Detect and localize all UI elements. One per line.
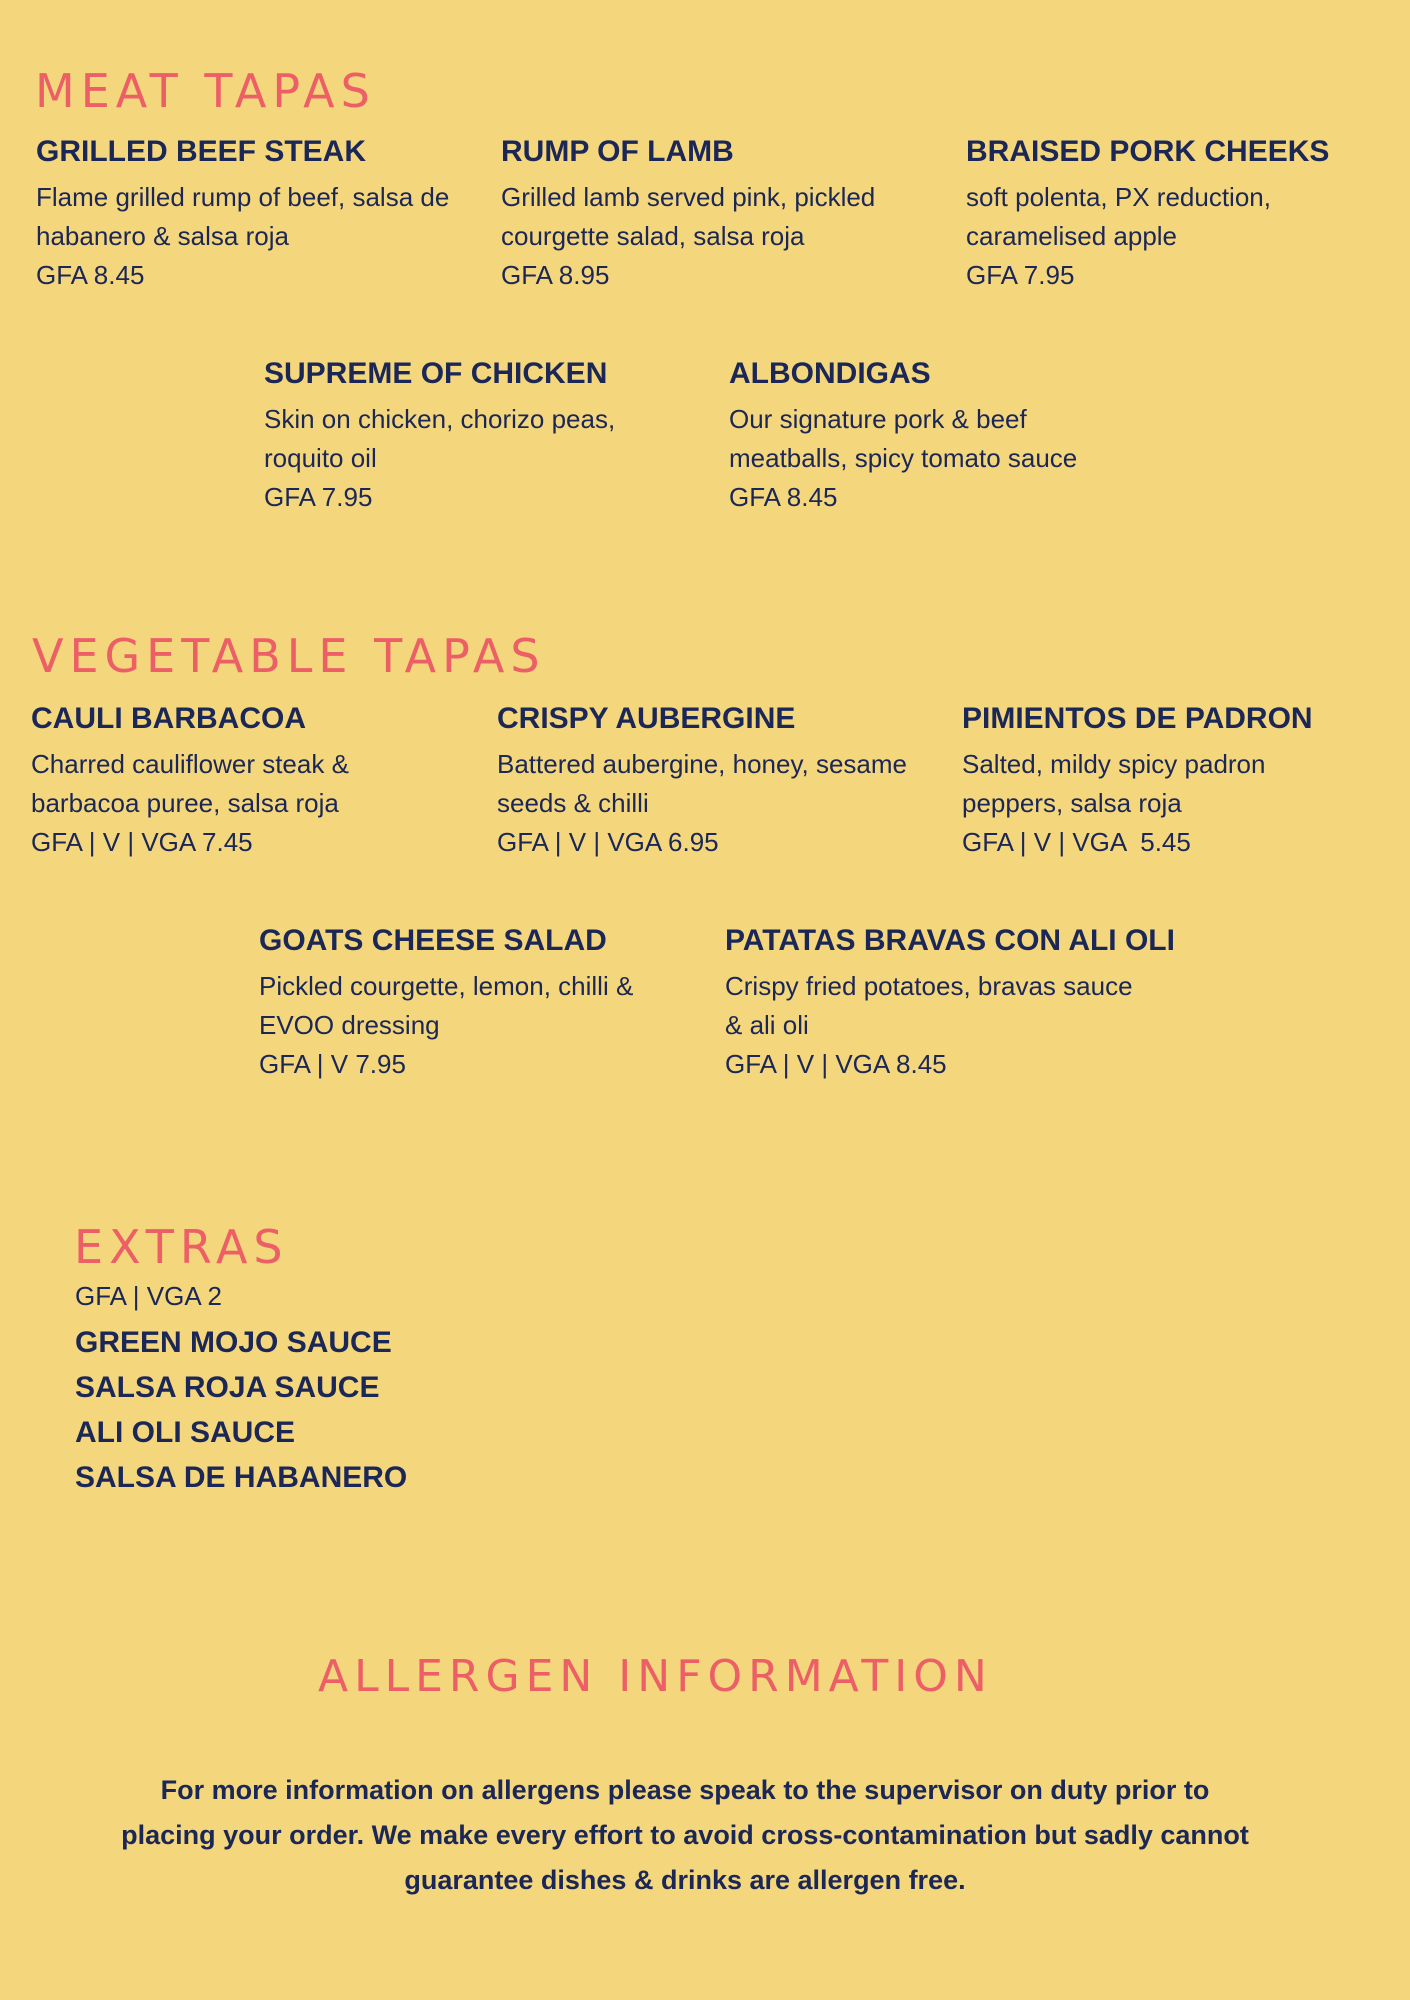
menu-item-goats-cheese-salad [259,923,659,1084]
item-description: Crispy fried potatoes, bravas sauce & ali oli [725,971,1133,1040]
item-description: Skin on chicken, chorizo peas, roquito oil [264,404,616,473]
item-name: RUMP OF LAMB [501,135,734,168]
item-price: GFA | V | VGA 5.45 [962,827,1191,857]
allergen-statement: For more information on allergens please speak to the supervisor on duty prior to placing your order. We make every effort to avoid cross-contamination but sadly cannot guarantee dishes & drinks are allergen free. [121,1775,1249,1895]
menu-item-rump-of-lamb [501,134,941,295]
item-name: CAULI BARBACOA [31,702,306,735]
item-description: Battered aubergine, honey, sesame seeds & chilli [497,749,908,818]
menu-item-pimientos-de-padron [962,701,1362,862]
extras-item-salsa-de-habanero: SALSA DE HABANERO [75,1461,408,1494]
item-price: GFA | V | VGA 7.45 [31,827,253,857]
item-name: PIMIENTOS DE PADRON [962,702,1313,735]
item-description: Pickled courgette, lemon, chilli & EVOO dressing [259,971,634,1040]
item-description: soft polenta, PX reduction, caramelised apple [966,182,1271,251]
vegetable-tapas-heading: VEGETABLE TAPAS [32,629,546,683]
menu-item-supreme-of-chicken [264,356,664,517]
menu-item-braised-pork-cheeks [966,134,1366,295]
item-price: GFA | V 7.95 [259,1049,406,1079]
item-price: GFA | V | VGA 8.45 [725,1049,947,1079]
item-description: Charred cauliflower steak & barbacoa puree, salsa roja [31,749,349,818]
menu-item-albondigas [729,356,1129,517]
menu-item-grilled-beef-steak [36,134,476,295]
allergen-heading: ALLERGEN INFORMATION [318,1651,993,1702]
item-description: Grilled lamb served pink, pickled courgette salad, salsa roja [501,182,876,251]
extras-item-green-mojo-sauce: GREEN MOJO SAUCE [75,1326,392,1359]
extras-item-ali-oli-sauce: ALI OLI SAUCE [75,1416,296,1449]
item-price: GFA 8.95 [501,260,610,290]
extras-item-salsa-roja-sauce: SALSA ROJA SAUCE [75,1371,380,1404]
meat-tapas-heading: MEAT TAPAS [35,64,376,118]
menu-item-patatas-bravas [725,923,1175,1084]
item-name: PATATAS BRAVAS CON ALI OLI [725,924,1175,957]
item-price: GFA 8.45 [729,482,838,512]
item-description: Our signature pork & beef meatballs, spicy tomato sauce [729,404,1078,473]
item-name: GRILLED BEEF STEAK [36,135,367,168]
item-price: GFA 8.45 [36,260,145,290]
item-price: GFA 7.95 [966,260,1075,290]
extras-dietary-note: GFA | VGA 2 [75,1281,222,1311]
item-name: SUPREME OF CHICKEN [264,357,608,390]
item-name: BRAISED PORK CHEEKS [966,135,1330,168]
extras-list [75,1320,407,1500]
extras-heading: EXTRAS [74,1220,289,1274]
item-description: Flame grilled rump of beef, salsa de habanero & salsa roja [36,182,450,251]
menu-item-cauli-barbacoa [31,701,451,862]
item-price: GFA | V | VGA 6.95 [497,827,719,857]
item-name: CRISPY AUBERGINE [497,702,796,735]
menu-item-crispy-aubergine [497,701,917,862]
item-price: GFA 7.95 [264,482,373,512]
item-name: ALBONDIGAS [729,357,931,390]
item-description: Salted, mildy spicy padron peppers, salsa roja [962,749,1266,818]
item-name: GOATS CHEESE SALAD [259,924,607,957]
